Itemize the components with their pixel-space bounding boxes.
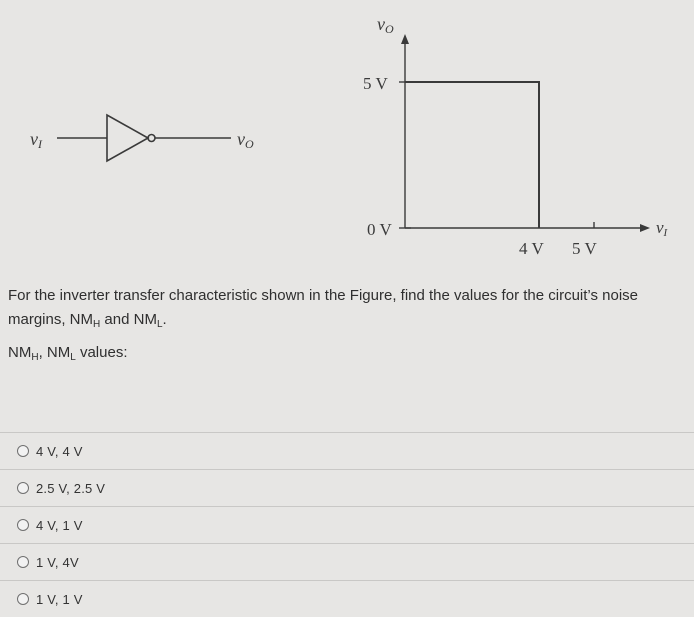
radio-button[interactable] [17, 445, 29, 457]
question-body: For the inverter transfer characteristic shown in the Figure, find the values for the circuit’s noise margins, NM [8, 287, 639, 328]
answer-option-label: 4 V, 4 V [36, 443, 83, 459]
inverter-output-label: vO [237, 129, 254, 151]
y-axis-label: vO [377, 14, 394, 36]
x-tick-label-4v: 4 V [519, 239, 544, 258]
answer-options [0, 432, 694, 617]
transfer-plot [399, 34, 650, 232]
answer-option-5[interactable] [0, 580, 694, 617]
radio-button[interactable] [17, 519, 29, 531]
transfer-curve [405, 82, 539, 228]
answer-option-4[interactable] [0, 543, 694, 580]
nml-subscript: L [156, 319, 163, 330]
inverter-triangle [107, 115, 148, 161]
values-l-subscript: L [70, 352, 76, 363]
question-text [8, 284, 678, 332]
values-suffix: values: [75, 344, 128, 361]
values-h-subscript: H [31, 352, 39, 363]
radio-button[interactable] [17, 482, 29, 494]
radio-button[interactable] [17, 556, 29, 568]
y-tick-label-5v: 5 V [363, 74, 388, 93]
answer-option-label: 4 V, 1 V [36, 517, 83, 533]
radio-button[interactable] [17, 593, 29, 605]
answer-option-3[interactable] [0, 506, 694, 543]
figure-svg [0, 0, 694, 270]
values-prompt [8, 344, 128, 361]
inverter-symbol [57, 115, 231, 161]
x-tick-label-5v: 5 V [572, 239, 597, 258]
inverter-input-label: vI [30, 129, 42, 151]
y-tick-label-0v: 0 V [367, 220, 392, 239]
answer-option-2[interactable] [0, 469, 694, 506]
inverter-figure [0, 0, 694, 270]
x-axis-arrow [640, 224, 650, 232]
values-nm-h: NM [8, 344, 32, 361]
answer-option-label: 1 V, 1 V [36, 591, 83, 607]
y-axis-arrow [401, 34, 409, 44]
answer-option-label: 1 V, 4V [36, 554, 79, 570]
nmh-subscript: H [93, 319, 101, 330]
question-end: . [162, 311, 167, 328]
answer-option-1[interactable] [0, 432, 694, 469]
values-nm-l: , NM [38, 344, 71, 361]
x-axis-label: vI [656, 218, 668, 239]
question-and: and NM [100, 311, 157, 328]
answer-option-label: 2.5 V, 2.5 V [36, 480, 106, 496]
